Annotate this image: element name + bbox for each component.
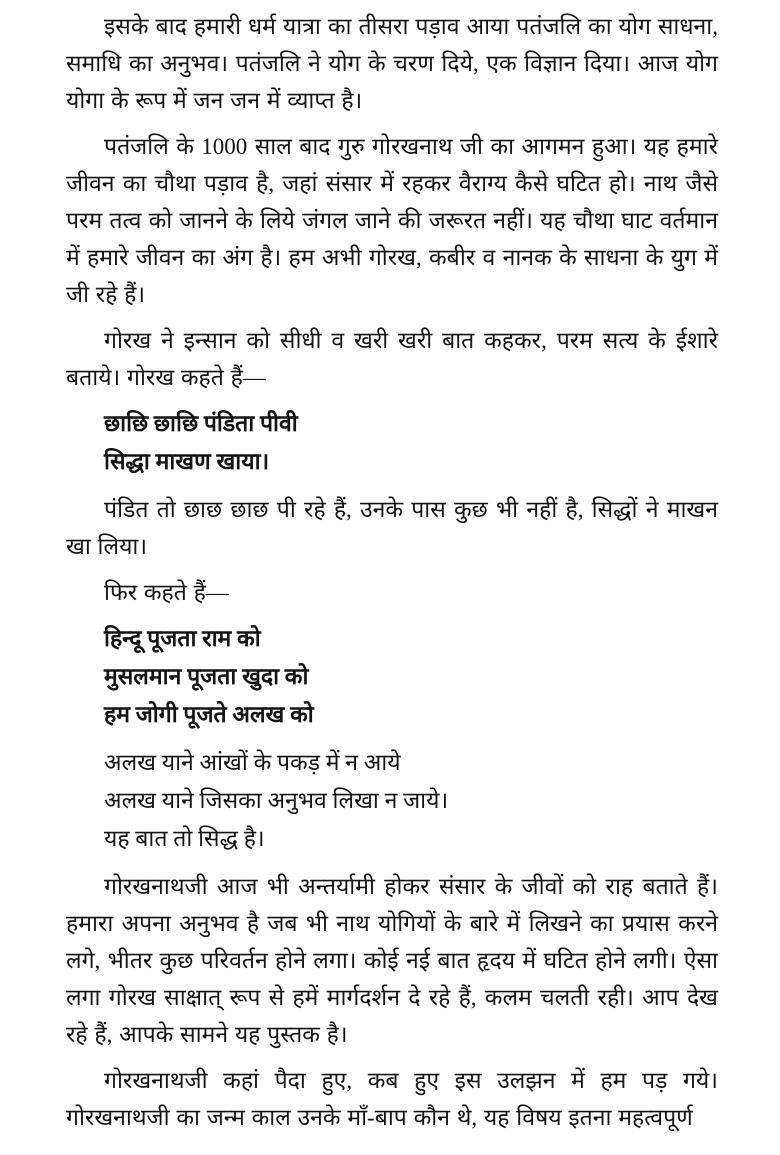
verse-line: हिन्दू पूजता राम को — [104, 626, 261, 651]
verse-line: अलख याने जिसका अनुभव लिखा न जाये। — [104, 788, 449, 813]
verse-bold — [104, 620, 718, 734]
paragraph: गोरखनाथजी आज भी अन्तर्यामी होकर संसार के जीवों को राह बताते हैं। हमारा अपना अनुभव है जब भी नाथ योगियों के बारे में लिखने का प्रयास करने लगे, भीतर कुछ परिवर्तन होने लगा। कोई नई बात हृदय में घटित होने लगी। ऐसा लगा गोरख साक्षात् रूप से हमें मार्गदर्शन दे रहे हैं, कलम चलती रही। आप देख रहे हैं, आपके सामने यह पुस्तक है। — [66, 874, 718, 1047]
paragraph: पतंजलि के 1000 साल बाद गुरु गोरखनाथ जी का आगमन हुआ। यह हमारे जीवन का चौथा पड़ाव है, जहां संसार में रहकर वैराग्य कैसे घटित हो। नाथ जैसे परम तत्व को जानने के लिये जंगल जाने की जरूरत नहीं। यह चौथा घाट वर्तमान में हमारे जीवन का अंग है। हम अभी गोरख, कबीर व नानक के साधना के युग में जी रहे हैं। — [66, 134, 718, 307]
page-text — [66, 8, 718, 1136]
paragraph: फिर कहते हैं— — [104, 580, 229, 605]
verse-plain — [104, 744, 718, 858]
verse-line: सिद्धा माखण खाया। — [104, 449, 270, 474]
verse-line: अलख याने आंखों के पकड़ में न आये — [104, 750, 401, 775]
verse-bold — [104, 405, 718, 481]
verse-line: हम जोगी पूजते अलख को — [104, 702, 314, 727]
paragraph: गोरखनाथजी कहां पैदा हुए, कब हुए इस उलझन में हम पड़ गये। गोरखनाथजी का जन्म काल उनके माँ-बाप कौन थे, यह विषय इतना महत्वपूर्ण — [66, 1068, 718, 1130]
paragraph: गोरख ने इन्सान को सीधी व खरी खरी बात कहकर, परम सत्य के ईशारे बताये। गोरख कहते हैं— — [66, 328, 719, 390]
paragraph: इसके बाद हमारी धर्म यात्रा का तीसरा पड़ाव आया पतंजलि का योग साधना, समाधि का अनुभव। पतंजलि ने योग के चरण दिये, एक विज्ञान दिया। आज योग योगा के रूप में जन जन में व्याप्त है। — [66, 14, 718, 113]
paragraph: पंडित तो छाछ छाछ पी रहे हैं, उनके पास कुछ भी नहीं है, सिद्धों ने माखन खा लिया। — [66, 497, 718, 559]
verse-line: छाछि छाछि पंडिता पीवी — [104, 411, 298, 436]
verse-line: यह बात तो सिद्ध है। — [104, 826, 265, 851]
verse-line: मुसलमान पूजता खुदा को — [104, 664, 309, 689]
